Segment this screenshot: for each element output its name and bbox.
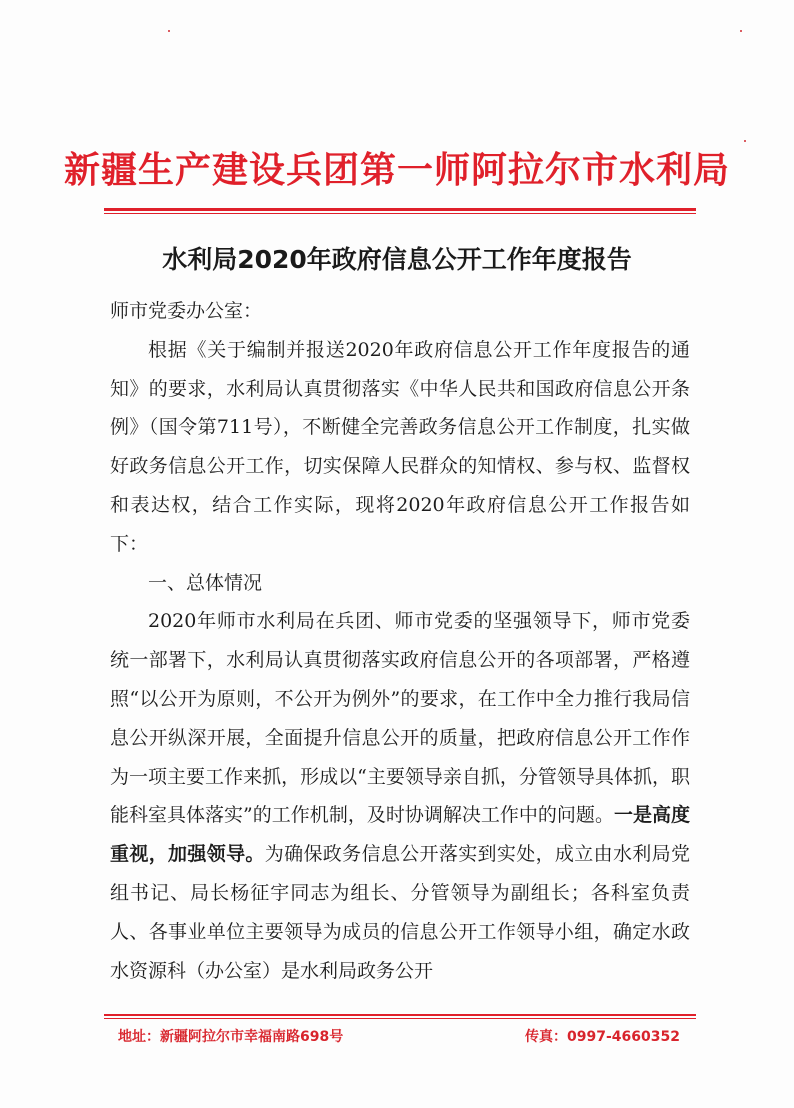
section-heading: 一、总体情况 xyxy=(148,571,263,594)
intro-paragraph: 根据《关于编制并报送2020年政府信息公开工作年度报告的通知》的要求，水利局认真贯彻落实《中华人民共和国政府信息公开条例》（国令第711号），不断健全完善政务信息公开工作制度，扎实做好政务信息公开工作，切实保障人民群众的知情权、参与权、监督权和表达权，结合工作实际，现将2020年政府信息公开工作报告如下： xyxy=(110,338,690,555)
scan-speck xyxy=(168,30,170,32)
header-divider-thick xyxy=(104,208,696,211)
footer-address: 地址：新疆阿拉尔市幸福南路698号 xyxy=(118,1029,344,1045)
scan-speck xyxy=(744,140,746,142)
document-body xyxy=(110,292,690,990)
section-bold-phrase: 一是高度重视，加强领导。 xyxy=(110,804,690,866)
organization-header: 新疆生产建设兵团第一师阿拉尔市水利局 xyxy=(63,149,730,191)
section-paragraph xyxy=(110,602,690,990)
footer-fax: 传真：0997-4660352 xyxy=(525,1029,680,1045)
section-text-b: 为确保政务信息公开落实到实处，成立由水利局党组书记、局长杨征宇同志为组长、分管领导为副组长；各科室负责人、各事业单位主要领导为成员的信息公开工作领导小组，确定水政水资源科（办公室）是水利局政务公开 xyxy=(110,843,690,982)
header-divider-thin xyxy=(104,213,696,214)
document-title: 水利局2020年政府信息公开工作年度报告 xyxy=(162,245,632,274)
scan-speck xyxy=(740,30,742,32)
footer-divider-thick xyxy=(104,1014,696,1016)
footer-divider-thin xyxy=(104,1018,696,1019)
footer xyxy=(110,1026,690,1050)
salutation: 师市党委办公室： xyxy=(110,300,263,322)
section-text-a: 2020年师市水利局在兵团、师市党委的坚强领导下，师市党委统一部署下，水利局认真贯彻落实政府信息公开的各项部署，严格遵照“以公开为原则，不公开为例外”的要求，在工作中全力推行我局信息公开纵深开展，全面提升信息公开的质量，把政府信息公开工作作为一项主要工作来抓，形成以“主要领导亲自抓，分管领导具体抓，职能科室具体落实”的工作机制，及时协调解决工作中的问题。 xyxy=(110,610,690,827)
